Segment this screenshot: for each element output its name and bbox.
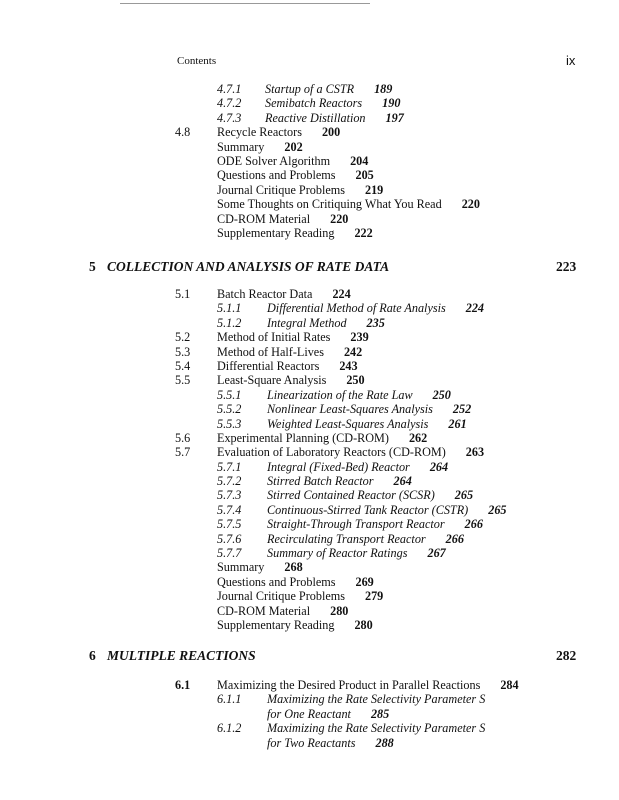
toc-entry — [0, 330, 619, 344]
entry-title-text: Supplementary Reading — [217, 225, 335, 240]
entry-page: 252 — [452, 402, 472, 417]
entry-title-text: Method of Initial Rates — [217, 330, 331, 345]
toc-entry — [0, 140, 619, 154]
entry-number: 5.4 — [175, 358, 191, 373]
entry-page: 250 — [432, 387, 451, 402]
entry-number: 5.7.6 — [217, 531, 242, 546]
entry-page: 266 — [464, 517, 483, 532]
entry-title-text: Summary — [217, 560, 265, 575]
page-number: ix — [566, 53, 576, 68]
entry-title-text: Questions and Problems — [217, 168, 336, 183]
entry-number: 4.8 — [175, 125, 191, 140]
top-rule — [120, 3, 370, 4]
entry-page: 280 — [330, 603, 349, 618]
entry-page: 265 — [488, 502, 507, 517]
toc-entry — [0, 445, 619, 459]
entry-number: 4.7.3 — [217, 110, 242, 125]
entry-page: 267 — [427, 546, 446, 561]
entry-title-text: Differential Reactors — [217, 358, 320, 373]
entry-title — [267, 532, 464, 546]
toc-entry — [0, 678, 619, 692]
entry-page: 222 — [354, 225, 373, 240]
entry-title — [267, 517, 483, 531]
entry-title-text: for One Reactant — [267, 706, 351, 721]
entry-page: 202 — [284, 139, 303, 154]
entry-title-text: Continuous-Stirred Tank Reactor (CSTR) — [267, 502, 469, 517]
chapter-number: 6 — [89, 648, 96, 663]
entry-number: 6.1.1 — [217, 692, 242, 707]
entry-page: 263 — [465, 445, 485, 460]
entry-page: 250 — [346, 373, 365, 388]
entry-title — [267, 474, 412, 488]
entry-title — [217, 345, 362, 359]
entry-title — [217, 618, 373, 632]
entry-title-text: Summary of Reactor Ratings — [267, 546, 408, 561]
entry-title-text: Nonlinear Least-Squares Analysis — [267, 402, 433, 417]
entry-page: 268 — [284, 560, 303, 575]
entry-page: 264 — [429, 459, 449, 474]
entry-title-text: Supplementary Reading — [217, 617, 335, 632]
entry-title-text: Integral Method — [267, 315, 347, 330]
toc-entry — [0, 546, 619, 560]
entry-title — [267, 707, 389, 721]
entry-title — [217, 154, 368, 168]
entry-title-text: Linearization of the Rate Law — [267, 387, 413, 402]
toc-entry — [0, 345, 619, 359]
entry-title-text: Weighted Least-Squares Analysis — [267, 416, 429, 431]
entry-page: 285 — [370, 706, 390, 721]
entry-title — [267, 417, 467, 431]
entry-page: 224 — [332, 287, 351, 301]
entry-title — [267, 301, 484, 315]
entry-page: 197 — [385, 110, 404, 125]
entry-title-text: Semibatch Reactors — [265, 96, 363, 111]
entry-title-text: Differential Method of Rate Analysis — [267, 301, 446, 316]
entry-title-text: Stirred Contained Reactor (SCSR) — [267, 488, 435, 503]
entry-number: 5.7.2 — [217, 474, 242, 489]
entry-title — [217, 140, 303, 154]
toc-entry — [0, 431, 619, 445]
entry-title — [217, 212, 348, 226]
entry-title-text: Journal Critique Problems — [217, 589, 345, 604]
entry-title — [217, 125, 340, 139]
entry-title-text: Experimental Planning (CD-ROM) — [217, 430, 389, 445]
entry-number: 5.1 — [175, 287, 191, 301]
entry-title-text: Reactive Distillation — [265, 110, 366, 125]
toc-entry — [0, 96, 619, 110]
toc-entry — [0, 575, 619, 589]
entry-title-text: Questions and Problems — [217, 574, 336, 589]
entry-title — [217, 168, 374, 182]
entry-page: 242 — [343, 344, 363, 359]
entry-title — [265, 96, 400, 110]
entry-number: 5.1.1 — [217, 301, 242, 316]
entry-page: 200 — [321, 125, 341, 140]
entry-page: 266 — [445, 531, 464, 546]
toc-entry — [0, 388, 619, 402]
entry-page: 280 — [354, 617, 373, 632]
entry-title-text: Integral (Fixed-Bed) Reactor — [267, 459, 410, 474]
toc-entry — [0, 417, 619, 431]
entry-number: 5.1.2 — [217, 315, 242, 330]
toc-entry — [0, 82, 619, 96]
entry-number: 5.5.1 — [217, 387, 242, 402]
entry-page: 264 — [393, 474, 412, 489]
entry-title — [217, 589, 383, 603]
toc-entry — [0, 212, 619, 226]
toc-entry — [0, 316, 619, 330]
entry-page: 261 — [448, 416, 467, 431]
toc-entry — [0, 226, 619, 240]
toc-entry — [0, 168, 619, 182]
toc-entry — [0, 373, 619, 387]
entry-page: 288 — [375, 735, 394, 750]
entry-number: 5.5.3 — [217, 416, 242, 431]
entry-page: 239 — [350, 330, 369, 345]
toc-entry — [0, 301, 619, 315]
entry-page: 279 — [364, 589, 384, 604]
entry-title — [217, 560, 303, 574]
entry-number: 5.5.2 — [217, 402, 242, 417]
entry-title — [217, 445, 484, 459]
entry-title-text: Batch Reactor Data — [217, 287, 313, 301]
chapter-page: 223 — [556, 259, 577, 274]
entry-number: 5.6 — [175, 430, 191, 445]
entry-title — [267, 692, 485, 706]
entry-page: 189 — [374, 82, 393, 96]
entry-page: 190 — [382, 96, 401, 111]
entry-title-text: Maximizing the Rate Selectivity Parameter S — [267, 692, 486, 707]
entry-title-text: for Two Reactants — [267, 735, 356, 750]
entry-title-text: Least-Square Analysis — [217, 373, 327, 388]
entry-title-text: Straight-Through Transport Reactor — [267, 517, 445, 532]
entry-title-text: Some Thoughts on Critiquing What You Read — [217, 197, 442, 212]
entry-title-text: Recirculating Transport Reactor — [267, 531, 426, 546]
running-title: Contents — [177, 55, 217, 67]
entry-title-text: Maximizing the Rate Selectivity Parameter S — [267, 721, 486, 736]
toc-entry — [0, 287, 619, 301]
entry-title — [267, 388, 451, 402]
entry-page: 284 — [500, 678, 519, 692]
entry-page: 265 — [454, 488, 474, 503]
entry-number: 5.7.3 — [217, 488, 242, 503]
toc-entry — [0, 402, 619, 416]
toc-entry — [0, 707, 619, 721]
entry-title — [217, 226, 373, 240]
entry-title — [267, 316, 385, 330]
entry-number: 5.3 — [175, 344, 191, 359]
entry-title — [267, 721, 485, 735]
toc-entry — [0, 618, 619, 632]
entry-title — [267, 402, 471, 416]
entry-page: 235 — [366, 315, 385, 330]
entry-number: 5.7.4 — [217, 502, 242, 517]
entry-page: 269 — [355, 574, 374, 589]
entry-number: 6.1 — [175, 678, 191, 692]
entry-page: 220 — [330, 211, 349, 226]
entry-title — [267, 736, 394, 750]
chapter-number: 5 — [89, 259, 96, 274]
entry-title-text: Recycle Reactors — [217, 125, 302, 140]
entry-title-text: Summary — [217, 139, 265, 154]
entry-title — [265, 82, 392, 96]
entry-title — [267, 546, 446, 560]
toc-entry — [0, 183, 619, 197]
entry-title — [217, 183, 383, 197]
entry-title — [217, 330, 369, 344]
entry-title — [217, 431, 427, 445]
entry-page: 262 — [408, 430, 428, 445]
chapter-5-entries — [0, 287, 619, 632]
entry-page: 205 — [355, 168, 374, 183]
toc-entry — [0, 589, 619, 603]
entry-page: 219 — [364, 182, 384, 197]
entry-title-text: Journal Critique Problems — [217, 182, 345, 197]
entry-title-text: Startup of a CSTR — [265, 82, 355, 96]
entry-number: 5.2 — [175, 330, 191, 345]
toc-entry — [0, 721, 619, 735]
entry-title-text: ODE Solver Algorithm — [217, 153, 331, 168]
entry-number: 4.7.1 — [217, 82, 242, 96]
toc-entry — [0, 604, 619, 618]
toc-entry — [0, 474, 619, 488]
entry-title — [217, 373, 365, 387]
entry-page: 243 — [339, 358, 358, 373]
entry-number: 5.7.5 — [217, 517, 242, 532]
toc-entry — [0, 488, 619, 502]
toc-entry — [0, 560, 619, 574]
entry-title — [217, 287, 351, 301]
toc-entry — [0, 532, 619, 546]
entry-title — [217, 197, 480, 211]
entry-number: 5.7 — [175, 445, 191, 460]
entry-number: 5.7.1 — [217, 459, 242, 474]
toc-entry — [0, 517, 619, 531]
toc-entry — [0, 125, 619, 139]
entry-title — [217, 678, 519, 692]
toc-entry — [0, 692, 619, 706]
entry-title — [267, 503, 507, 517]
entry-title — [217, 604, 348, 618]
chapter-title: COLLECTION AND ANALYSIS OF RATE DATA — [107, 259, 390, 274]
chapter-title: MULTIPLE REACTIONS — [107, 648, 256, 663]
chapter-4-entries — [0, 82, 619, 240]
entry-title — [267, 488, 473, 502]
entry-page: 220 — [461, 197, 480, 212]
entry-title-text: Evaluation of Laboratory Reactors (CD-ROM) — [217, 445, 446, 460]
entry-title — [265, 111, 404, 125]
chapter-6-entries — [0, 678, 619, 750]
entry-title-text: Stirred Batch Reactor — [267, 474, 374, 489]
entry-page: 204 — [350, 153, 369, 168]
toc-entry — [0, 111, 619, 125]
toc-entry — [0, 460, 619, 474]
entry-number: 4.7.2 — [217, 96, 242, 111]
entry-number: 6.1.2 — [217, 721, 242, 736]
entry-title — [217, 575, 374, 589]
toc-entry — [0, 359, 619, 373]
entry-title-text: Method of Half-Lives — [217, 344, 324, 359]
toc-entry — [0, 736, 619, 750]
entry-number: 5.7.7 — [217, 546, 242, 561]
toc-entry — [0, 154, 619, 168]
toc-entry — [0, 197, 619, 211]
entry-title-text: CD-ROM Material — [217, 211, 311, 226]
entry-title — [267, 460, 448, 474]
entry-number: 5.5 — [175, 373, 191, 388]
entry-title-text: CD-ROM Material — [217, 603, 311, 618]
entry-page: 224 — [465, 301, 485, 316]
chapter-page: 282 — [556, 648, 577, 663]
entry-title — [217, 359, 358, 373]
entry-title-text: Maximizing the Desired Product in Parallel Reactions — [217, 678, 481, 692]
toc-entry — [0, 503, 619, 517]
